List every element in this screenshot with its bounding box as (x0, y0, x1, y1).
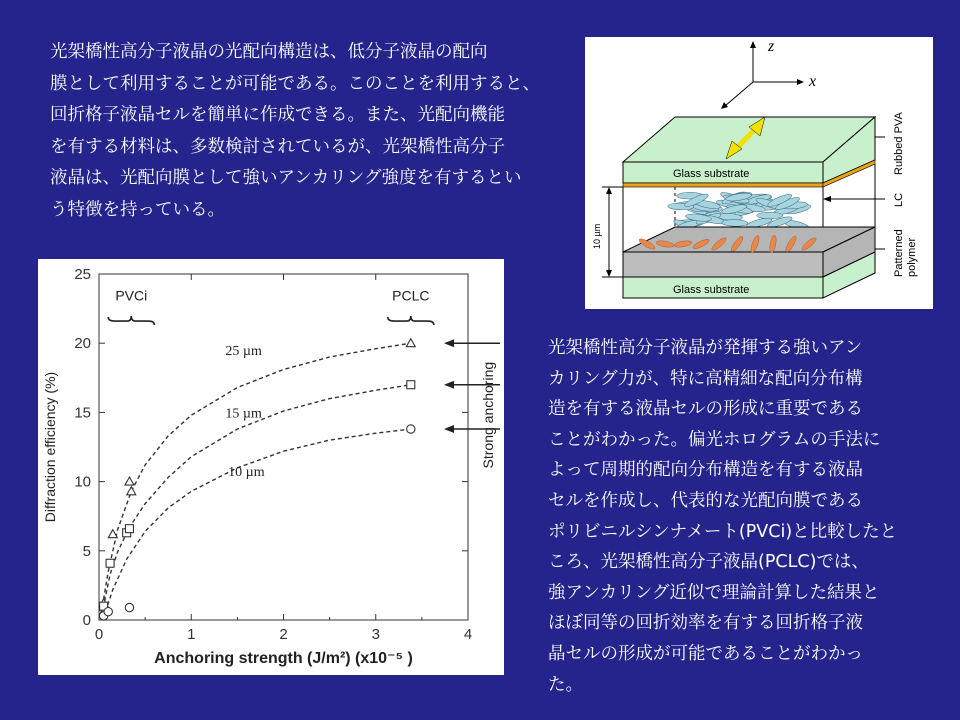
y-axis-label: Diffraction efficiency (%) (42, 371, 58, 523)
x-tick-label: 2 (279, 626, 288, 643)
text-line: セルを作成し、代表的な光配向膜である (548, 490, 863, 511)
series-label: 10 µm (228, 465, 265, 481)
data-point-circle (125, 603, 133, 611)
bottom-glass-label: Glass substrate (673, 284, 750, 296)
text-line: よって周期的配向分布構造を有する液晶 (548, 460, 863, 481)
lc-cell-diagram (585, 37, 933, 309)
pclc-bracket (388, 316, 434, 325)
pclc-label: PCLC (392, 287, 430, 304)
axis-x-label: x (809, 73, 817, 90)
coordinate-axes (721, 41, 804, 109)
text-line: ほぼ同等の回折効率を有する回折格子液 (548, 613, 863, 634)
data-point-circle (407, 425, 415, 433)
y-tick-label: 15 (74, 404, 91, 422)
plot-frame (99, 274, 468, 620)
y-tick-label: 5 (82, 542, 91, 560)
patterned-polymer-layer (623, 227, 875, 277)
y-tick-label: 20 (74, 335, 91, 353)
text-line: を有する材料は、多数検討されているが、光架橋性高分子 (50, 136, 505, 157)
lc-molecules (668, 190, 812, 233)
y-tick-label: 25 (74, 266, 91, 283)
data-point-square (125, 525, 133, 533)
x-tick-label: 4 (463, 626, 473, 643)
x-tick-label: 3 (371, 626, 380, 643)
lc-molecule (722, 219, 748, 226)
text-line: 液晶は、光配向膜として強いアンカリング強度を有するとい (50, 168, 522, 188)
data-point-square (106, 559, 114, 567)
thickness-label: 10 µm (592, 223, 602, 249)
data-point-circle (104, 607, 112, 615)
data-point-triangle (406, 339, 415, 347)
text-line: 造を有する液晶セルの形成に重要である (548, 399, 863, 420)
text-line: 光架橋性高分子液晶の光配向構造は、低分子液晶の配向 (50, 42, 488, 62)
text-line: ことがわかった。偏光ホログラムの手法に (548, 429, 881, 450)
patterned-polymer-label: Patternedpolymer (893, 229, 918, 277)
series-curve (101, 429, 411, 617)
diffraction-chart (38, 259, 504, 675)
rubbed-pva-label: Rubbed PVA (893, 112, 905, 175)
x-tick-label: 1 (187, 626, 196, 643)
axis-z-label: z (768, 38, 775, 55)
y-tick-label: 0 (82, 612, 91, 629)
pvci-bracket (108, 316, 154, 325)
thickness-marker (602, 187, 623, 277)
text-line: 強アンカリング近似で理論計算した結果と (548, 582, 880, 603)
data-point-square (407, 381, 415, 389)
y-tick-label: 10 (74, 473, 91, 491)
lc-molecule (757, 212, 783, 219)
rubbed-pva-layer (623, 183, 823, 187)
pvci-label: PVCi (115, 287, 148, 304)
series-label: 25 µm (225, 344, 262, 360)
bottom-paragraph (548, 333, 897, 700)
text-line: た。 (548, 674, 583, 695)
text-line: 晶セルの形成が可能であることがわかっ (548, 643, 863, 664)
text-line: ころ、光架橋性高分子液晶(PCLC)では、 (548, 552, 869, 573)
strong-anchoring-arrowhead (444, 381, 454, 389)
data-point-triangle (125, 477, 134, 485)
text-line: 回折格子液晶セルを簡単に作成できる。また、光配向機能 (50, 105, 505, 125)
strong-anchoring-arrowhead (444, 339, 454, 347)
series-label: 15 µm (225, 406, 262, 422)
strong-anchoring-label: Strong anchoring (480, 361, 496, 469)
text-line: カリング力が、特に高精細な配向分布構 (548, 368, 863, 389)
data-point-triangle (127, 487, 136, 495)
x-tick-label: 0 (94, 626, 104, 643)
top-glass-label: Glass substrate (673, 168, 750, 180)
lc-label: LC (893, 192, 905, 207)
text-line: 膜として利用することが可能である。このことを利用すると、 (50, 73, 540, 94)
text-line: ポリビニルシンナメート(PVCi)と比較したと (548, 521, 898, 542)
strong-anchoring-arrowhead (444, 425, 454, 433)
top-paragraph (50, 37, 540, 226)
text-line: う特徴を持っている。 (50, 199, 225, 220)
x-axis-label: Anchoring strength (J/m²) (x10⁻⁵ ) (154, 650, 413, 667)
text-line: 光架橋性高分子液晶が発揮する強いアン (548, 338, 863, 358)
